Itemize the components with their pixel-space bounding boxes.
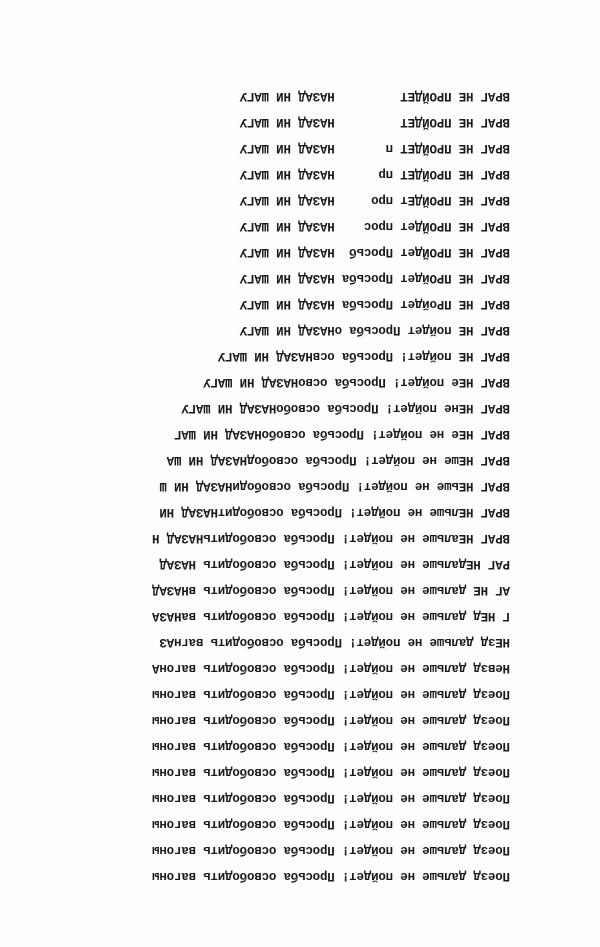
poem-line-15: ВРАГ НЕльше не пойдет! Просьба освободитНАЗАД НИ — [159, 505, 510, 519]
poem-line-30: ВРАГ НЕ ПРОЙДЕТ НАЗАД НИ ШАГУ — [239, 115, 510, 129]
upside-down-typewritten-poem — [100, 60, 510, 888]
poem-line-28: ВРАГ НЕ ПРОЙДЕТ пр НАЗАД НИ ШАГУ — [239, 167, 510, 181]
poem-line-13: РАГ НЕдальше не пойдет! Просьба освободить НАЗАД — [159, 557, 510, 571]
poem-line-2: Поезд дальше не пойдет! Просьба освободить вагоны — [152, 843, 510, 857]
poem-line-19: ВРАГ НЕне пойдет! Просьба освобоНАЗАД НИ ШАГУ — [181, 401, 510, 415]
poem-line-24: ВРАГ НЕ ПРОйдет Просьба НАЗАД НИ ШАГУ — [239, 271, 510, 285]
poem-line-11: Г НЕд дальше не пойдет! Просьба освободить ваНАЗА — [152, 609, 510, 623]
poem-line-21: ВРАГ НЕ пойдет! Просьба освНАЗАД НИ ШАГУ — [217, 349, 510, 363]
poem-line-1: Поезд дальше не пойдет! Просьба освободить вагоны — [152, 869, 510, 883]
poem-line-12: АГ НЕ дальше не пойдет! Просьба освободить вНАЗАД — [152, 583, 510, 597]
poem-line-7: Поезд дальше не пойдет! Просьба освободить вагоны — [152, 713, 510, 727]
poem-line-31: ВРАГ НЕ ПРОЙДЕТ НАЗАД НИ ШАГУ — [239, 89, 510, 103]
poem-line-8: Поезд дальше не пойдет! Просьба освободить вагоны — [152, 687, 510, 701]
poem-line-16: ВРАГ НЕьше не пойдет! Просьба освободиНАЗАД НИ Ш — [159, 479, 510, 493]
poem-line-5: Поезд дальше не пойдет! Просьба освободить вагоны — [152, 765, 510, 779]
poem-line-25: ВРАГ НЕ ПРОЙдет Просьб НАЗАД НИ ШАГУ — [239, 245, 510, 259]
poem-line-29: ВРАГ НЕ ПРОЙДЕТ п НАЗАД НИ ШАГУ — [239, 141, 510, 155]
poem-line-3: Поезд дальше не пойдет! Просьба освободить вагоны — [152, 817, 510, 831]
poem-line-26: ВРАГ НЕ ПРОЙДет прос НАЗАД НИ ШАГУ — [239, 219, 510, 233]
poem-line-17: ВРАГ НЕше не пойдет! Просьба освободНАЗАД НИ ША — [166, 453, 510, 467]
poem-line-6: Поезд дальше не пойдет! Просьба освободить вагоны — [152, 739, 510, 753]
poem-line-18: ВРАГ НЕе не пойдет! Просьба освобоНАЗАД НИ ШАГ — [174, 427, 510, 441]
poem-line-4: Поезд дальше не пойдет! Просьба освободить вагоны — [152, 791, 510, 805]
poem-line-9: Невзд дальше не пойдет! Просьба освободить вагонА — [152, 661, 510, 675]
poem-line-22: ВРАГ НЕ пойдет Просьба оНАЗАД НИ ШАГУ — [239, 323, 510, 337]
poem-line-23: ВРАГ НЕ ПРойдет Просьба НАЗАД НИ ШАГУ — [239, 297, 510, 311]
poem-line-27: ВРАГ НЕ ПРОЙДЕт про НАЗАД НИ ШАГУ — [239, 193, 510, 207]
poem-line-10: НЕзд дальше не пойдет! Просьба освободить вагнАЗ — [159, 635, 510, 649]
poem-line-14: ВРАГ НЕальше не пойдет! Просьба освободитьНАЗАД Н — [152, 531, 510, 545]
poem-line-20: ВРАГ НЕе пойдет! Просьба освоНАЗАД НИ ШАГУ — [203, 375, 510, 389]
